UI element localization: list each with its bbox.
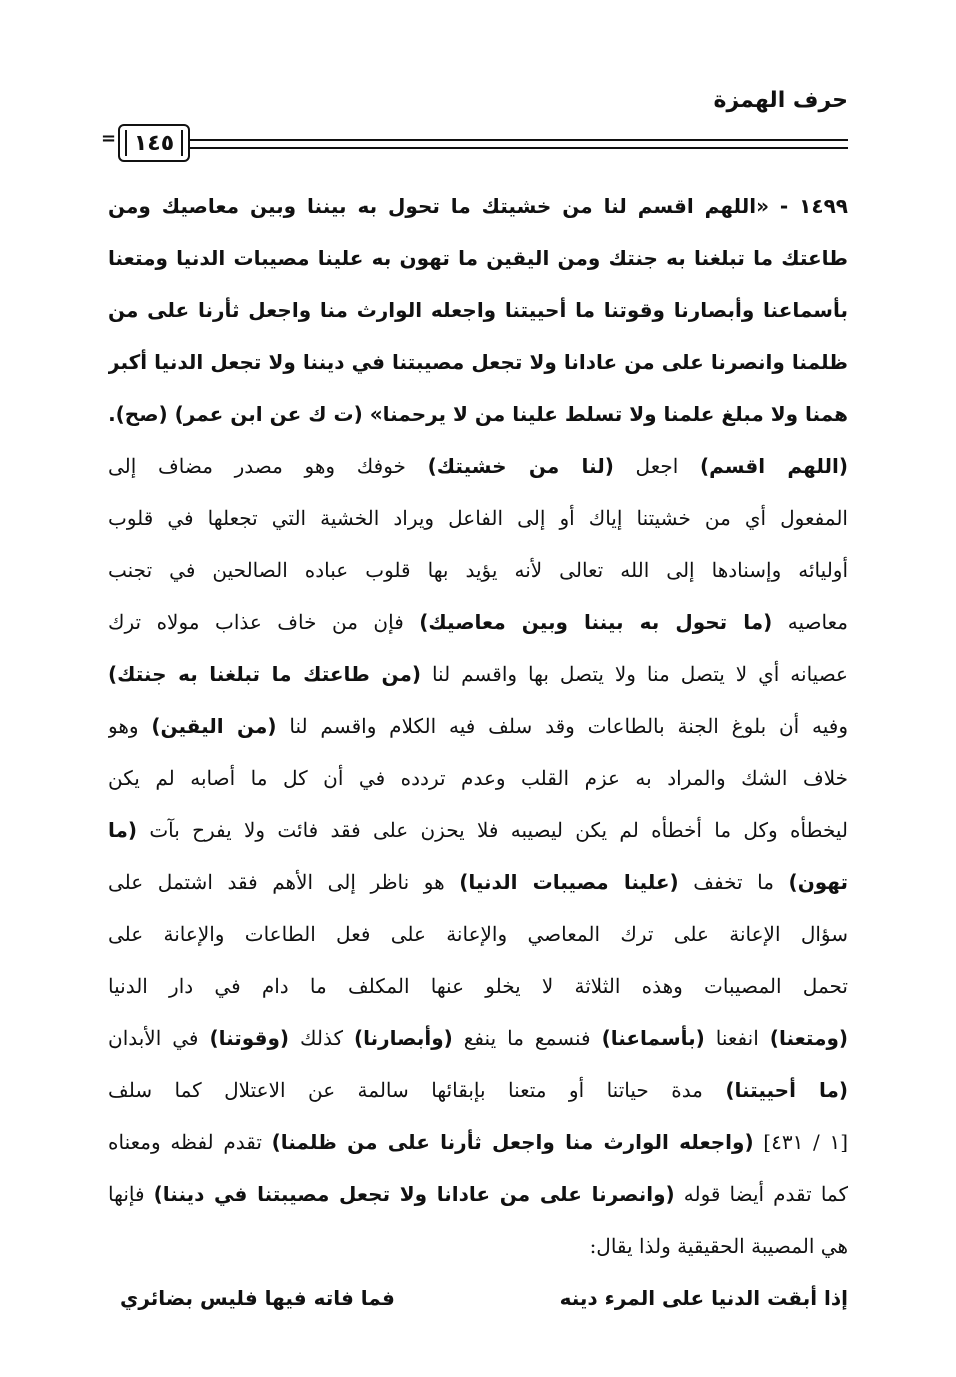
quoted-hadith-phrase: (وقوتنا) <box>209 1026 290 1050</box>
hadith-line: طاعتك ما تبلغنا به جنتك ومن اليقين ما تهون به علينا مصيبات الدنيا ومتعنا <box>108 246 848 270</box>
quoted-hadith-phrase: (من طاعتك ما تبلغنا به جنتك) <box>108 662 421 686</box>
commentary-line: عصيانه أي لا يتصل منا ولا يتصل بها واقسم لنا (من طاعتك ما تبلغنا به جنتك) <box>108 662 848 686</box>
hadith-line: ١٤٩٩ - «اللهم اقسم لنا من خشيتك ما تحول به بيننا وبين معاصيك ومن <box>108 194 848 218</box>
commentary-line: [١ / ٤٣١] (واجعله الوارث منا واجعل ثأرنا على من ظلمنا) تقدم لفظه ومعناه <box>108 1130 848 1154</box>
commentary-line: (ما أحييتنا) مدة حياتنا أو متعنا بإبقائها سالمة عن الاعتلال كما سلف <box>108 1078 848 1102</box>
quoted-hadith-phrase: (وأبصارنا) <box>353 1026 453 1050</box>
verse-first-hemistich: إذا أبقت الدنيا على المرء دينه <box>559 1286 848 1310</box>
quoted-hadith-phrase: (ومتعنا) <box>769 1026 848 1050</box>
quoted-hadith-phrase: (ما تحول به بيننا وبين معاصيك) <box>419 610 773 634</box>
quoted-hadith-phrase: (بأسماعنا) <box>601 1026 705 1050</box>
commentary-line: أوليائه وإسنادها إلى الله تعالى لأنه يؤيد بها قلوب عباده الصالحين في تجنب <box>108 558 848 582</box>
commentary-line: (ومتعنا) انفعنا (بأسماعنا) فنسمع ما ينفع (وأبصارنا) كذلك (وقوتنا) في الأبدان <box>108 1026 848 1050</box>
verse-second-hemistich: فما فاته فيها فليس بضائري <box>120 1286 395 1310</box>
commentary-line: هي المصيبة الحقيقية ولذا يقال: <box>589 1234 848 1258</box>
verse-line <box>108 1272 848 1324</box>
commentary-line: وفيه أن بلوغ الجنة بالطاعات وقد سلف فيه الكلام واقسم لنا (من اليقين) وهو <box>108 714 848 738</box>
running-title: حرف الهمزة <box>713 88 848 113</box>
commentary-line: (اللهم اقسم) اجعل (لنا من خشيتك) خوفك وهو مصدر مضاف إلى <box>108 454 848 478</box>
commentary-line: كما تقدم أيضا قوله (وانصرنا على من عادانا ولا تجعل مصيبتنا في ديننا) فإنها <box>108 1182 848 1206</box>
quoted-hadith-phrase: (وانصرنا على من عادانا ولا تجعل مصيبتنا في ديننا) <box>153 1182 675 1206</box>
commentary-line: تهون) ما تخفف (علينا مصيبات الدنيا) هو ناظر إلى الأهم فقد اشتمل على <box>108 870 848 894</box>
quoted-hadith-phrase: تهون) <box>788 870 848 894</box>
commentary-line: معاصيه (ما تحول به بيننا وبين معاصيك) فإن من خاف عذاب مولاه ترك <box>108 610 848 634</box>
commentary-line: تحمل المصيبات وهذه الثلاثة لا يخلو عنها المكلف ما دام في دار الدنيا <box>108 974 848 998</box>
header-mark: = <box>101 128 117 149</box>
commentary-line: ليخطأه وكل ما أخطأه لم يكن ليصيبه فلا يحزن على فقد فائت ولا يفرح بآت (ما <box>108 818 848 842</box>
commentary-line: خلاف الشك والمراد به عزم القلب وعدم تردده في أن كل ما أصابه لم يكن <box>108 766 848 790</box>
hadith-line: ظلمنا وانصرنا على من عادانا ولا تجعل مصيبتنا في ديننا ولا تجعل الدنيا أكبر <box>108 350 848 374</box>
quoted-hadith-phrase: (لنا من خشيتك) <box>427 454 614 478</box>
quoted-hadith-phrase: (ما أحييتنا) <box>725 1078 848 1102</box>
quoted-hadith-phrase: (اللهم اقسم) <box>699 454 848 478</box>
quoted-hadith-phrase: (واجعله الوارث منا واجعل ثأرنا على من ظلمنا) <box>271 1130 754 1154</box>
hadith-line: همنا ولا مبلغ علمنا ولا تسلط علينا من لا يرحمنا» (ت ك عن ابن عمر) (صح). <box>108 402 848 426</box>
commentary-line: المفعول أي من خشيتنا إياك أو إلى الفاعل ويراد الخشية التي تجعلها في قلوب <box>108 506 848 530</box>
commentary <box>108 440 848 1272</box>
body-text <box>108 180 848 1324</box>
quoted-hadith-phrase: (من اليقين) <box>151 714 277 738</box>
page-number: ١٤٥ <box>118 124 190 162</box>
quoted-hadith-phrase: (ما <box>108 818 138 842</box>
commentary-line: سؤال الإعانة على ترك المعاصي والإعانة على فعل الطاعات والإعانة على <box>108 922 848 946</box>
hadith-line: بأسماعنا وأبصارنا وقوتنا ما أحييتنا واجعله الوارث منا واجعل ثأرنا على من <box>108 298 848 322</box>
header-rule <box>190 139 848 149</box>
quoted-hadith-phrase: (علينا مصيبات الدنيا) <box>459 870 679 894</box>
